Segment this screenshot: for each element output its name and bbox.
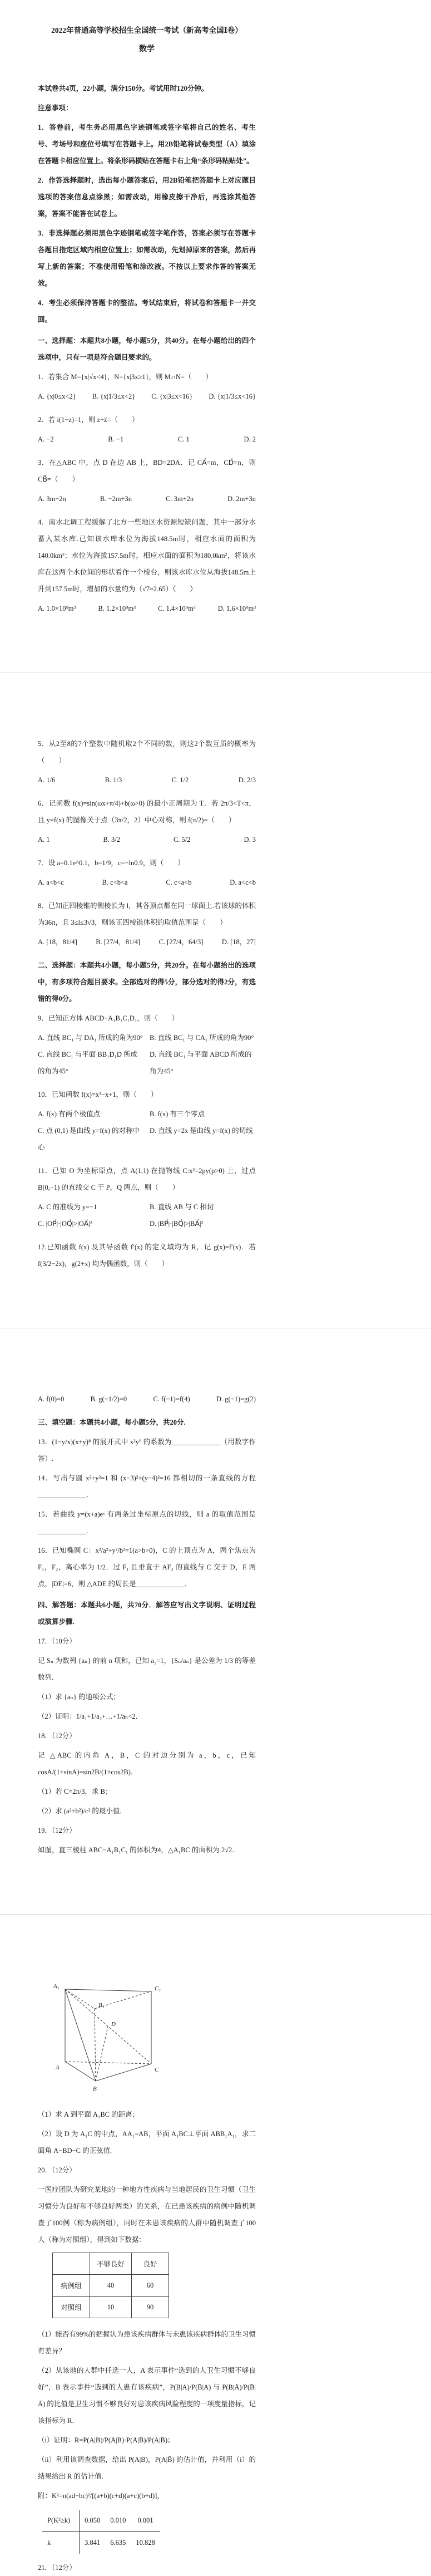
option-C: C. 1/2	[171, 776, 189, 784]
prism-svg	[51, 1977, 174, 2097]
table-row-label: 病例组	[53, 2275, 90, 2297]
option-B: B. 3/2	[103, 836, 121, 843]
question-2: 2．若 i(1−z)=1，则 z+z̄=（ ）	[38, 416, 139, 424]
option-D: D. a<c<b	[230, 879, 256, 886]
value-cell: 10.828	[136, 2539, 155, 2546]
vertex-label-c: C	[155, 2067, 159, 2073]
option-A: A. −2	[38, 435, 54, 443]
question-4: 4．南水北调工程缓解了北方一些地区水资源短缺问题，其中一部分水蓄入某水库.已知该水库水位为海拔148.5m时，相应水面的面积为140.0km²；水位为海拔157.5m时，相应水面的面积为180.0km²，将该水库在这两个水位间的形状看作一个棱台，则该水库水位从海拔148.5m上升到157.5m时，增加的水量约为（√7≈2.65）（ ）	[38, 518, 256, 593]
k-squared-formula: 附：K²=n(ad−bc)²/[(a+b)(c+d)(a+c)(b+d)]，	[38, 2492, 164, 2500]
question-19-part-2: （2）设 D 为 A₁C 的中点，AA₁=AB，平面 A₁BC⊥平面 ABB₁A₁，求二面角 A−BD−C 的正弦值.	[38, 2130, 256, 2155]
option-D: D. 2m+3n	[227, 495, 256, 503]
option-D: D. |BP⃗|·|BQ⃗|>|BA⃗|²	[150, 1220, 204, 1228]
table-cell: 90	[132, 2297, 169, 2318]
table-cell: 40	[90, 2275, 132, 2297]
value-cell: 3.841	[85, 2539, 101, 2546]
paper-info: 本试卷共4页，22小题，满分150分。考试用时120分钟。	[38, 85, 209, 92]
question-5-options	[38, 772, 256, 788]
table-cell: 60	[132, 2275, 169, 2297]
question-10-options	[38, 1106, 256, 1156]
section-2-heading: 二、选择题：本题共4小题，每小题5分，共20分。在每小题给出的选项中，有多项符合题目要求。全部选对的得5分，部分选对的得2分，有选错的得0分。	[38, 961, 256, 1003]
option-D: D. 2/3	[238, 776, 256, 784]
option-B: B. −2m+3n	[100, 495, 132, 503]
vertex-label-a: A	[56, 2064, 60, 2071]
question-7-options	[38, 874, 256, 891]
option-A: A. 3m−2n	[38, 495, 66, 503]
question-19-body: 如图，直三棱柱 ABC−A₁B₁C₁ 的体积为4，△A₁BC 的面积为 2√2．	[38, 1846, 239, 1854]
question-8-options	[38, 934, 256, 950]
page-content	[38, 0, 256, 2576]
question-18-body: 记 △ABC 的内角 A，B，C 的对边分别为 a，b，c，已知 cosA/(1+sinA)=sin2B/(1+cos2B)．	[38, 1751, 256, 1776]
question-3-options	[38, 490, 256, 507]
question-3: 3．在△ABC 中，点 D 在边 AB 上，BD=2DA．记 CA⃗=m，CD⃗=n，则 CB⃗=（ ）	[38, 459, 256, 483]
question-16: 16．已知椭圆 C：x²/a²+y²/b²=1(a>b>0)，C 的上顶点为 A，两个焦点为 F₁，F₂，离心率为 1/2．过 F₁ 且垂直于 AF₂ 的直线与 C 交于 D，E 两点，|DE|=6，则 △ADE 的周长是______________.	[38, 1547, 256, 1588]
exam-title: 2022年普通高等学校招生全国统一考试（新高考全国Ⅰ卷）	[51, 26, 242, 35]
vertex-label-a1: A₁	[53, 1983, 60, 1990]
option-A: A. {x|0≤x<2}	[38, 392, 76, 400]
option-A: A. a<b<c	[38, 879, 64, 886]
table-cell: 10	[90, 2297, 132, 2318]
option-D: D. [18，27]	[221, 938, 256, 946]
option-C: C. 1	[177, 435, 190, 443]
notice-item-3: 3．非选择题必须用黑色字迹钢笔或签字笔作答，答案必须写在答题卡各题目指定区域内相应位置上；如需改动，先划掉原来的答案，然后再写上新的答案；不准使用铅笔和涂改液。不按以上要求作答的答案无效。	[38, 229, 256, 287]
option-C: C. f(−1)=f(4)	[153, 1395, 190, 1403]
question-13: 13．(1−y/x)(x+y)⁸ 的展开式中 x²y⁶ 的系数为______________（用数字作答）.	[38, 1438, 256, 1463]
question-7: 7．设 a=0.1e^0.1，b=1/9，c=−ln0.9，则（ ）	[38, 859, 185, 867]
question-1-options	[38, 388, 256, 405]
section-1-heading: 一、选择题：本题共8小题，每小题5分，共40分。在每小题给出的四个选项中，只有一项是符合题目要求的。	[38, 337, 256, 361]
option-B: B. {x|1/3≤x<2}	[92, 392, 136, 400]
option-A: A. 1/6	[38, 776, 56, 784]
question-18-number: 18．（12分）	[38, 1732, 76, 1740]
question-19-figure	[51, 1977, 256, 2099]
question-11-options	[38, 1199, 256, 1232]
option-B: B. g(−1/2)=0	[90, 1395, 127, 1403]
question-9: 9．已知正方体 ABCD−A₁B₁C₁D₁，则（ ）	[38, 1014, 179, 1022]
question-19-number: 19．（12分）	[38, 1827, 76, 1834]
option-C: C. c<a<b	[166, 879, 192, 886]
question-14: 14．写出与圆 x²+y²=1 和 (x−3)²+(y−4)²=16 都相切的一条直线的方程______________.	[38, 1474, 256, 1499]
question-20-body: 一医疗团队为研究某地的一种地方性疾病与当地居民的卫生习惯（卫生习惯分为良好和不够良好两类）的关系，在已患该疾病的病例中随机调查了100例（称为病例组），同时在未患该疾病的人群中随机调查了100人（称为对照组），得到如下数据：	[38, 2186, 256, 2244]
question-1: 1．若集合 M={x|√x<4}，N={x|3x≥1}，则 M∩N=（ ）	[38, 373, 212, 381]
question-17-part-1: （1）求 {aₙ} 的通项公式；	[38, 1693, 120, 1701]
option-D: D. 直线 BC₁ 与平面 ABCD 所成的角为45°	[150, 1051, 252, 1075]
option-A: A. [18，81/4]	[38, 938, 77, 946]
option-B: B. 直线 BC₁ 与 CA₁ 所成的角为90°	[150, 1034, 254, 1042]
page-break-3	[0, 1914, 431, 1915]
blocks	[38, 80, 256, 2576]
option-A: A. f(x) 有两个极值点	[38, 1110, 101, 1118]
vertex-label-d: D	[111, 2021, 116, 2028]
section-4-heading: 四、解答题：本题共6小题，共70分．解答应写出文字说明、证明过程或演算步骤.	[38, 1601, 256, 1626]
question-6: 6．记函数 f(x)=sin(ωx+π/4)+b(ω>0) 的最小正周期为 T．若 2π/3<T<π，且 y=f(x) 的图像关于点（3π/2，2）中心对称，则 f(π/2)=（ ）	[38, 799, 256, 824]
option-D: D. 1.6×10⁹m³	[217, 605, 256, 612]
table-header-cell: 不够良好	[90, 2253, 132, 2275]
question-18-part-2: （2）求 (a²+b²)/c² 的最小值.	[38, 1807, 122, 1815]
option-B: B. f(x) 有三个零点	[150, 1110, 205, 1118]
question-17-number: 17．（10分）	[38, 1637, 76, 1645]
option-C: C. {x|3≤x<16}	[151, 392, 193, 400]
question-17-body: 记 Sₙ 为数列 {aₙ} 的前 n 项和，已知 a₁=1，{Sₙ/aₙ} 是公差为 1/3 的等差数列.	[38, 1657, 256, 1681]
option-D: D. {x|1/3≤x<16}	[209, 392, 256, 400]
vertex-label-b: B	[93, 2086, 97, 2092]
table-header-cell	[53, 2253, 90, 2275]
row-label: P(K²≥k)	[42, 2510, 80, 2532]
question-20-number: 20．（12分）	[38, 2166, 76, 2174]
option-B: B. c<b<a	[102, 879, 128, 886]
question-8: 8．已知正四棱锥的侧棱长为 l，其各顶点都在同一球面上.若该球的体积为36π，且 3≤l≤3√3，则该正四棱锥体积的取值范围是（ ）	[38, 902, 256, 926]
question-20-table	[52, 2253, 169, 2318]
option-D: D. g(−1)=g(2)	[216, 1395, 256, 1403]
table-row-label: 对照组	[53, 2297, 90, 2318]
exam-subject: 数学	[139, 45, 155, 53]
section-3-heading: 三、填空题：本题共4小题，每小题5分，共20分.	[38, 1419, 186, 1426]
option-B: B. 直线 AB 与 C 相切	[150, 1203, 214, 1211]
question-4-options	[38, 600, 256, 617]
option-A: A. 1.0×10⁹m³	[38, 605, 76, 612]
question-11: 11．已知 O 为坐标原点，点 A(1,1) 在抛物线 C:x²=2py(p>0) 上，过点 B(0,−1) 的直线交 C 于 P，Q 两点，则（ ）	[38, 1167, 256, 1191]
option-C: C. 点 (0,1) 是曲线 y=f(x) 的对称中心	[38, 1127, 140, 1151]
question-20-part-i: （i）证明：R=P(A|B)/P(Ā|B)·P(Ā|B̄)/P(A|B̄)；	[38, 2436, 175, 2444]
question-21-number: 21．（12分）	[38, 2564, 76, 2572]
option-C: C. 3m+2n	[166, 495, 194, 503]
option-C: C. 直线 BC₁ 与平面 BB₁D₁D 所成的角为45°	[38, 1051, 138, 1075]
vertex-label-c1: C₁	[155, 1985, 161, 1992]
value-cell: 0.050	[80, 2510, 106, 2532]
notice-item-4: 4．考生必须保持答题卡的整洁。考试结束后，将试卷和答题卡一并交回。	[38, 299, 256, 323]
option-A: A. 直线 BC₁ 与 DA₁ 所成的角为90°	[38, 1034, 143, 1042]
question-12: 12.已知函数 f(x) 及其导函数 f′(x) 的定义域均为 R，记 g(x)=f′(x)．若 f(3/2−2x)，g(2+x) 均为偶函数，则（ ）	[38, 1243, 256, 1268]
value-cell: 0.001	[131, 2510, 160, 2532]
value-cell: 6.635	[110, 2539, 126, 2546]
option-C: C. 1.4×10⁹m³	[158, 605, 196, 612]
critical-value-table	[42, 2510, 160, 2554]
question-18-part-1: （1）若 C=2π/3，求 B；	[38, 1788, 112, 1795]
option-B: B. −1	[108, 435, 124, 443]
question-20-part-1: （1）能否有99%的把握认为患该疾病群体与未患该疾病群体的卫生习惯有差异？	[38, 2330, 256, 2355]
option-C: C. |OP⃗|·|OQ⃗|>|OA⃗|²	[38, 1220, 92, 1228]
question-15: 15．若曲线 y=(x+a)eˣ 有两条过坐标原点的切线，则 a 的取值范围是______________.	[38, 1510, 256, 1535]
notice-heading: 注意事项：	[38, 104, 73, 112]
question-12-options	[38, 1391, 256, 1407]
question-2-options	[38, 431, 256, 448]
option-D: D. 3	[244, 836, 256, 843]
option-A: A. C 的准线为 y=−1	[38, 1203, 97, 1211]
option-B: B. 1.2×10⁹m³	[98, 605, 136, 612]
question-19-part-1: （1）求 A 到平面 A₁BC 的距离；	[38, 2111, 140, 2118]
option-A: A. 1	[38, 836, 50, 843]
option-B: B. [27/4，81/4]	[96, 938, 141, 946]
option-C: C. 5/2	[173, 836, 191, 843]
notice-item-1: 1．答卷前，考生务必用黑色字迹钢笔或签字笔将自己的姓名、考生号、考场号和座位号填写在答题卡上。用2B铅笔将试卷类型（A）填涂在答题卡相应位置上。将条形码横贴在答题卡右上角“条形码粘贴处”。	[38, 124, 256, 165]
option-A: A. f(0)=0	[38, 1395, 65, 1403]
option-C: C. [27/4，64/3]	[158, 938, 204, 946]
question-20-part-2: （2）从该地的人群中任选一人，A 表示事件“选到的人卫生习惯不够良好”，B 表示事件“选到的人患有该疾病”，P(B|A)/P(B̄|A) 与 P(B|Ā)/P(B̄|Ā) 的比值是卫生习惯不够良好对患该疾病风险程度的一项度量指标，记该指标为 R．	[38, 2367, 256, 2425]
question-20-part-ii: （ii）利用该调查数据，给出 P(A|B)，P(A|B̄) 的估计值，并利用（i）的结果给出 R 的估计值.	[38, 2456, 256, 2480]
vertex-label-b1: B₁	[98, 2002, 105, 2009]
question-5: 5．从2至8的7个整数中随机取2个不同的数，则这2个数互质的概率为（ ）	[38, 740, 256, 764]
value-cell: 0.010	[105, 2510, 131, 2532]
question-17-part-2: （2）证明：1/a₁+1/a₂+…+1/aₙ<2．	[38, 1713, 143, 1720]
option-D: D. 2	[244, 435, 256, 443]
question-6-options	[38, 831, 256, 848]
row-label: k	[42, 2532, 80, 2554]
table-header-cell: 良好	[132, 2253, 169, 2275]
notice-item-2: 2．作答选择题时，选出每小题答案后，用2B铅笔把答题卡上对应题目选项的答案信息点涂黑；如需改动，用橡皮擦干净后，再选涂其他答案，答案不能答在试卷上。	[38, 176, 256, 218]
option-B: B. 1/3	[105, 776, 122, 784]
question-10: 10．已知函数 f(x)=x³−x+1，则（ ）	[38, 1091, 158, 1098]
question-9-options	[38, 1029, 256, 1080]
option-D: D. 直线 y=2x 是曲线 y=f(x) 的切线	[150, 1127, 253, 1135]
